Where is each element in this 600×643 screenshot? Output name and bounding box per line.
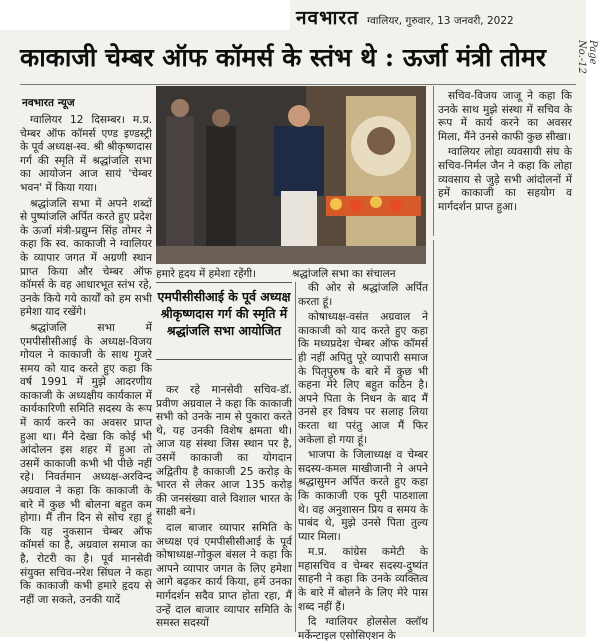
paragraph: म.प्र. कांग्रेस कमेटी के महासचिव व चेम्बर सदस्य-दुष्यंत साहनी ने कहा कि उनके व्यक्तित्व के बारे में बोलने के लिए मेरे पास शब्द नहीं हैं। bbox=[298, 546, 428, 613]
paragraph: दाल बाजार व्यापार समिति के अध्यक्ष एवं एमपीसीसीआई के पूर्व कोषाध्यक्ष-गोकुल बंसल ने कहा कि आपने व्यापार जगत के लिए हमेशा आगे बढ़कर कार्य किया, हमें उनका मार्गदर्शन सदैव प्राप्त होता रहा, मैं उन्हें दाल बाजार व्यापार समिति के समस्त सदस्यों bbox=[156, 521, 292, 630]
subhead: एमपीसीसीआई के पूर्व अध्यक्ष श्रीकृष्णदास गर्ग की स्मृति में श्रद्धांजलि सभा आयोजित bbox=[157, 289, 291, 338]
byline: नवभारत न्यूज bbox=[22, 97, 75, 109]
column-divider bbox=[295, 282, 296, 632]
paragraph: दि ग्वालियर होलसेल क्लॉथ मर्केन्टाइल एसोसिएशन के bbox=[298, 616, 428, 642]
handwritten-page-note: Page No.-12 bbox=[576, 40, 598, 74]
dateline: ग्वालियर, गुरुवार, 13 जनवरी, 2022 bbox=[367, 15, 514, 27]
paragraph: ग्वालियर लोहा व्यवसायी संघ के सचिव-निर्मल जैन ने कहा कि लोहा व्यवसाय से जुड़े सभी आंदोलनों में हमें काकाजी का सहयोग व मार्गदर्शन प्राप्त हुआ। bbox=[438, 146, 572, 213]
paragraph: भाजपा के जिलाध्यक्ष व चेम्बर सदस्य-कमल माखीजानी ने अपने श्रद्धासुमन अर्पित करते हुए कहा कि काकाजी एक पूरी पाठशाला थे। वह अनुशासन प्रिय व समय के पाबंद थे, मुझे उनसे पिता तुल्य प्यार मिला। bbox=[298, 449, 428, 543]
column-divider bbox=[433, 240, 434, 632]
column-1 bbox=[20, 114, 152, 632]
photo-caption-left: हमारे हृदय में हमेशा रहेंगी। bbox=[156, 268, 257, 280]
paragraph: सचिव-विजय जाजू ने कहा कि उनके साथ मुझे संस्था में सचिव के रूप में कार्य करने का अवसर मिला, मैंने उनसे काफी कुछ सीखा। bbox=[438, 90, 572, 143]
paragraph: श्रद्धांजलि सभा में अपने शब्दों से पुष्पांजलि अर्पित करते हुए प्रदेश के ऊर्जा मंत्री-प्रद्युम्न सिंह तोमर ने कहा कि स्व. काकाजी ने ग्वालियर के व्यापार जगत में अग्रणी स्थान प्राप्त किया और चेम्बर ऑफ कॉमर्स के वह आधारभूत स्तंभ रहे, उनके किये गये कार्यों को हम सभी हमेशा याद रखेंगे। bbox=[20, 197, 152, 319]
photo-illustration bbox=[156, 86, 426, 264]
masthead-logo: नवभारत bbox=[296, 7, 359, 29]
photo-caption-right: श्रद्धांजलि सभा का संचालन bbox=[292, 268, 396, 280]
headline-rule bbox=[20, 84, 576, 85]
paragraph: कर रहे मानसेवी सचिव-डॉ. प्रवीण अग्रवाल ने कहा कि काकाजी सभी को उनके नाम से पुकारा करते थे, यह उनकी विशेष क्षमता थी। आज यह संस्था जिस स्थान पर है, उसमें काकाजी का योगदान अद्वितीय है काकाजी 25 करोड़ के भारत से लेकर आज 135 करोड़ की जनसंख्या वाले विशाल भारत के साक्षी बने। bbox=[156, 384, 292, 519]
column-divider bbox=[433, 86, 434, 236]
paragraph: कोषाध्यक्ष-वसंत अग्रवाल ने काकाजी को याद करते हुए कहा कि मध्यप्रदेश चेम्बर ऑफ कॉमर्स ही नहीं अपितु पूरे व्यापारी समाज के पितृपुरुष के बारे में कुछ भी कहना मेरे लिए बहुत कठिन है। अपने पिता के निधन के बाद मैं उनसे हर विषय पर सलाह लिया करता था परंतु आज मैं फिर अकेला हो गया हूं। bbox=[298, 311, 428, 446]
paragraph: श्रद्धांजलि सभा में एमपीसीसीआई के अध्यक्ष-विजय गोयल ने काकाजी के साथ गुजरे समय को याद करते हुए कहा कि वर्ष 1991 में मुझे आदरणीय काकाजी के अध्यक्षीय कार्यकाल में कार्यकारिणी समिति सदस्य के रूप में कार्य करने का अवसर प्राप्त हुआ था। मैंने देखा कि कोई भी आंदोलन इस शहर में हुआ तो उसमें काकाजी कभी भी पीछे नहीं रहे। निवर्तमान अध्यक्ष-अरविन्द अग्रवाल ने कहा कि काकाजी के बारे में कुछ भी बोलना बहुत कम होगा। मैं तीन दिन से सोच रहा हूं कि यह नुकसान चेम्बर ऑफ कॉमर्स का है, अग्रवाल समाज का है, रोटरी का है। पूर्व मानसेवी संयुक्त सचिव-नरेश सिंघल ने कहा कि काकाजी कभी हमारे हृदय से नहीं जा सकते, उनकी यादें bbox=[20, 321, 152, 606]
news-photo bbox=[156, 86, 426, 264]
subhead-box bbox=[156, 282, 292, 360]
masthead-row bbox=[296, 4, 576, 28]
paragraph: की ओर से श्रद्धांजलि अर्पित करता हूं। bbox=[298, 282, 428, 308]
column-4 bbox=[438, 90, 572, 240]
column-3 bbox=[298, 282, 428, 642]
column-2 bbox=[156, 384, 292, 632]
paragraph: ग्वालियर 12 दिसम्बर। म.प्र. चेम्बर ऑफ कॉमर्स एण्ड इण्डस्ट्री के पूर्व अध्यक्ष-स्व. श्री श्रीकृष्णदास गर्ग की स्मृति में श्रद्धांजलि सभा का आयोजन आज सायं 'चेम्बर भवन' में किया गया। bbox=[20, 114, 152, 194]
headline: काकाजी चेम्बर ऑफ कॉमर्स के स्तंभ थे : ऊर्जा मंत्री तोमर bbox=[20, 43, 547, 72]
